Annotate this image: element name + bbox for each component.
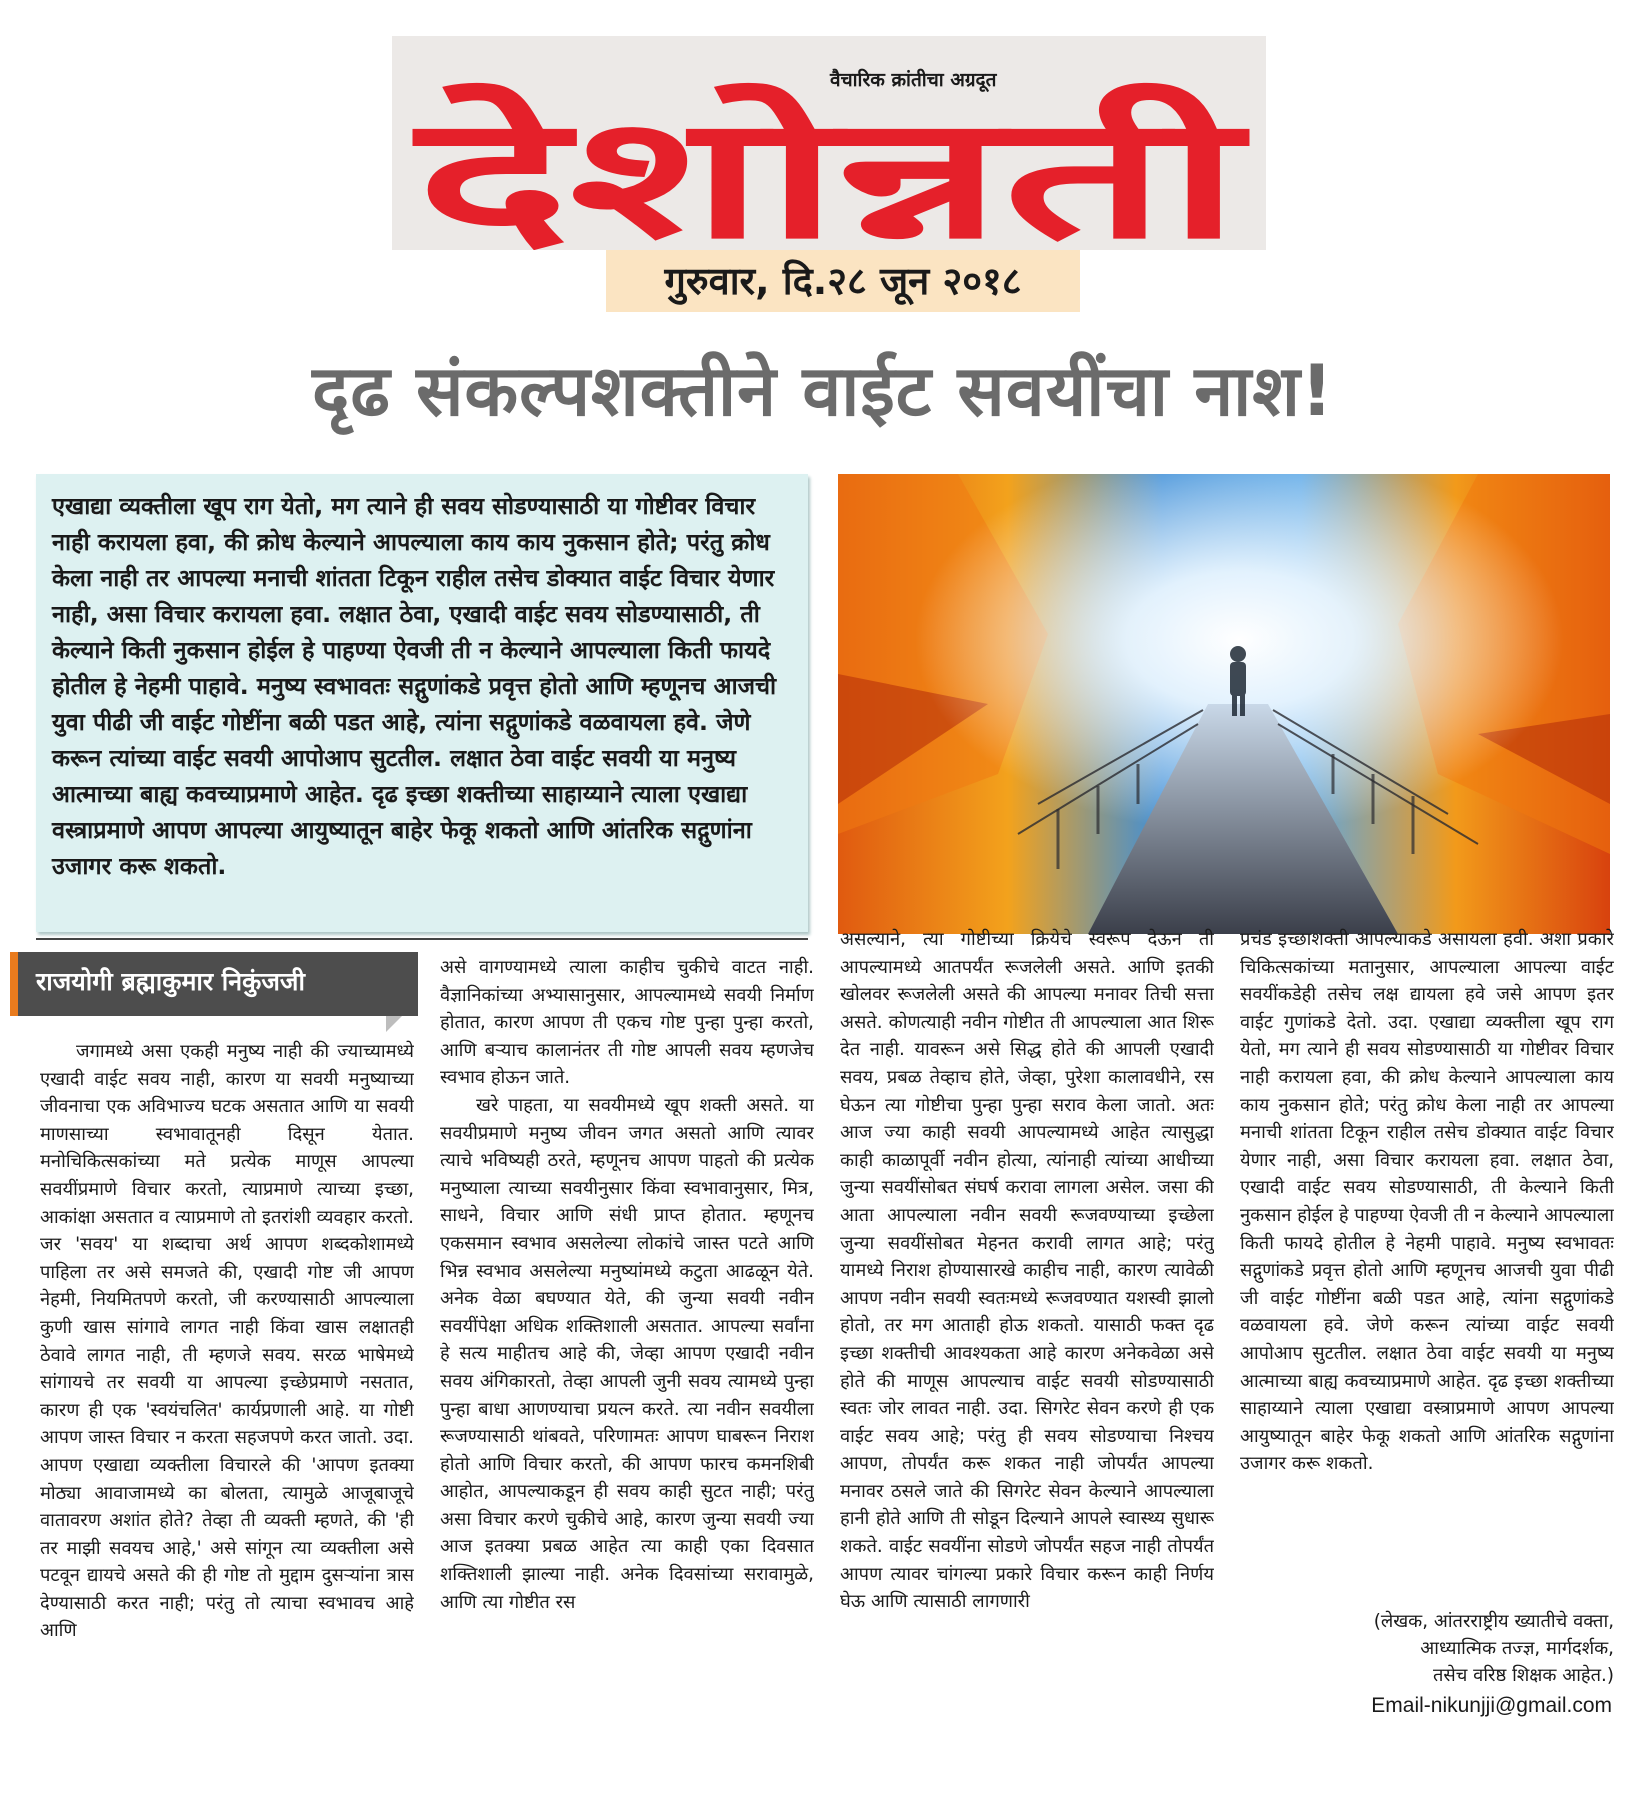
credentials-line: आध्यात्मिक तज्ज्ञ, मार्गदर्शक,: [1420, 1638, 1614, 1659]
body-paragraph: प्रचंड इच्छाशक्ती आपल्याकडे असायला हवी. अशा प्रकारे चिकित्सकांच्या मतानुसार, आपल्याला आपल्या वाईट सवयींकडेही तसेच लक्ष द्यायला हवे जसे आपण इतर वाईट गुणांकडे देतो. उदा. एखाद्या व्यक्तीला खूप राग येतो, मग त्याने ही सवय सोडण्यासाठी या गोष्टीवर विचार नाही करायला हवा, की क्रोध केल्याने आपल्याला काय काय नुकसान होते; परंतु क्रोध केला नाही तर आपल्या मनाची शांतता टिकून राहील तसेच डोक्यात वाईट विचार येणार नाही, असा विचार करायला हवा. लक्षात ठेवा, एखादी वाईट सवय सोडण्यासाठी, ती केल्याने किती नुकसान होईल हे पाहण्या ऐवजी ती न केल्याने आपल्याला किती फायदे होतील हे नेहमी पाहावे. मनुष्य स्वभावतः सद्गुणांकडे प्रवृत्त होतो आणि म्हणूनच आजची युवा पीढी जी वाईट गोष्टींना बळी पडत आहे, त्यांना सद्गुणांकडे वळवायला हवे. जेणे करून त्यांच्या वाईट सवयी आपोआप सुटतील. लक्षात ठेवा वाईट सवयी या मनुष्य आत्माच्या बाह्य कवच्याप्रमाणे आहेत. दृढ इच्छा शक्तीच्या साहाय्याने त्याला एखाद्या वस्त्राप्रमाणे आपण आपल्या आयुष्यातून बाहेर फेकू शकतो आणि आंतरिक सद्गुणांना उजागर करू शकतो.: [1240, 929, 1614, 1475]
body-paragraph: खरे पाहता, या सवयीमध्ये खूप शक्ती असते. या सवयीप्रमाणे मनुष्य जीवन जगत असतो आणि त्यावर त्याचे भविष्यही ठरते, म्हणूनच आपण पाहतो की प्रत्येक मनुष्याला त्याच्या सवयीनुसार किंवा स्वभावानुसार, मित्र, साधने, विचार आणि संधी प्राप्त होतात. म्हणूनच एकसमान स्वभाव असलेल्या लोकांचे जास्त पटते आणि भिन्न स्वभाव असलेल्या मनुष्यांमध्ये कटुता आढळून येते. अनेक वेळा बघण्यात येते, की जुन्या सवयी नवीन सवयींपेक्षा अधिक शक्तिशाली असतात. आपल्या सर्वांना हे सत्य माहीतच आहे की, जेव्हा आपण एखादी नवीन सवय अंगिकारतो, तेव्हा आपली जुनी सवय त्यामध्ये पुन्हा पुन्हा बाधा आणण्याचा प्रयत्न करते. त्या नवीन सवयीला रूजण्यासाठी थांबवते, परिणामतः आपण घाबरून निराश होतो आणि विचार करतो, की आपण फारच कमनशिबी आहोत, आपल्याकडून ही सवय काही सुटत नाही; परंतु असा विचार करणे चुकीचे आहे, कारण जुन्या सवयी ज्या आज इतक्या प्रबळ आहेत त्या काही एका दिवसात शक्तिशाली झाल्या नाही. अनेक दिवसांच्या सरावामुळे, आणि त्या गोष्टीत रस: [440, 1094, 814, 1613]
author-bar: [10, 952, 418, 1016]
article-column-4: [1240, 926, 1614, 1606]
article-headline: दृढ संकल्पशक्तीने वाईट सवयींचा नाश!: [312, 350, 1334, 432]
body-paragraph: जगामध्ये असा एकही मनुष्य नाही की ज्याच्यामध्ये एखादी वाईट सवय नाही, कारण या सवयी मनुष्याच्या जीवनाचा एक अविभाज्य घटक असतात आणि या सवयी माणसाच्या स्वभावातूनही दिसून येतात. मनोचिकित्सकांच्या मते प्रत्येक माणूस आपल्या सवयींप्रमाणे विचार करतो, त्याप्रमाणे त्याच्या इच्छा, आकांक्षा असतात व त्याप्रमाणे तो इतरांशी व्यवहार करतो. जर 'सवय' या शब्दाचा अर्थ आपण शब्दकोशामध्ये पाहिला तर असे समजते की, एखादी गोष्ट जी आपण नेहमी, नियमितपणे करतो, जी करण्यासाठी आपल्याला कुणी खास सांगावे लागत नाही किंवा खास लक्षातही ठेवावे लागत नाही, ती म्हणजे सवय. सरळ भाषेमध्ये सांगायचे तर सवयी या आपल्या इच्छेप्रमाणे नसतात, कारण ही एक 'स्वयंचलित' कार्यप्रणाली आहे. या गोष्टी आपण जास्त विचार न करता सहजपणे करत जातो. उदा. आपण एखाद्या व्यक्तीला विचारले की 'आपण इतक्या मोठ्या आवाजामध्ये का बोलता, त्यामुळे आजूबाजूचे वातावरण अशांत होते? तेव्हा ती व्यक्ती म्हणते, की 'ही तर माझी सवयच आहे,' असे सांगून त्या व्यक्तीला असे पटवून द्यायचे असते की ही गोष्ट तो मुद्दाम दुसऱ्यांना त्रास देण्यासाठी करत नाही; परंतु तो त्याचा स्वभावच आहे आणि: [40, 1041, 414, 1642]
author-name: राजयोगी ब्रह्माकुमार निकुंजजी: [36, 967, 305, 996]
author-credentials: [1240, 1608, 1614, 1689]
author-bar-shadow: [386, 1016, 402, 1032]
body-paragraph: असल्याने, त्या गोष्टीच्या क्रियेचे स्वरूप देऊन ती आपल्यामध्ये आतपर्यंत रूजलेली असते. आणि इतकी खोलवर रूजलेली असते की आपल्या मनावर तिची सत्ता असते. कोणत्याही नवीन गोष्टीत ती आपल्याला आत शिरू देत नाही. यावरून असे सिद्ध होते की आपली एखादी सवय, प्रबळ तेव्हाच होते, जेव्हा, पुरेशा कालावधीने, रस घेऊन त्या गोष्टीचा पुन्हा पुन्हा सराव केला जातो. अतः आज ज्या काही सवयी आपल्यामध्ये आहेत त्यासुद्धा काही काळापूर्वी नवीन होत्या, त्यांनाही त्यांच्या आधीच्या जुन्या सवयींसोबत संघर्ष करावा लागला असेल. जसा की आता आपल्याला नवीन सवयी रूजवण्याच्या इच्छेला जुन्या सवयींसोबत मेहनत करावी लागत आहे; परंतु यामध्ये निराश होण्यासारखे काहीच नाही, कारण त्यावेळी आपण नवीन सवयी स्वतःमध्ये रूजवण्यात यशस्वी झालो होतो, तर मग आताही होऊ शकतो. यासाठी फक्त दृढ इच्छा शक्तीची आवश्यकता आहे कारण अनेकवेळा असे होते की माणूस आपल्याच वाईट सवयी सोडण्यासाठी स्वतः जोर लावत नाही. उदा. सिगरेट सेवन करणे ही एक वाईट सवय आहे; परंतु ही सवय सोडण्याचा निश्चय आपण, तोपर्यंत करू शकत नाही जोपर्यंत आपल्या मनावर ठसले जाते की सिगरेट सेवन केल्याने आपल्याला हानी होते आणि ती सोडून दिल्याने आपले स्वास्थ्य सुधारू शकते. वाईट सवयींना सोडणे जोपर्यंत सहज नाही तोपर्यंत आपण त्यावर चांगल्या प्रकारे विचार करून काही निर्णय घेऊ आणि त्यासाठी लागणारी: [840, 929, 1214, 1613]
newspaper-logo: [392, 36, 1266, 250]
body-paragraph: असे वागण्यामध्ये त्याला काहीच चुकीचे वाटत नाही. वैज्ञानिकांच्या अभ्यासानुसार, आपल्यामध्ये सवयी निर्माण होतात, कारण आपण ती एकच गोष्ट पुन्हा पुन्हा करतो, आणि बऱ्याच कालानंतर ती गोष्ट आपली सवय म्हणजेच स्वभाव होऊन जाते.: [440, 957, 814, 1089]
credentials-line: (लेखक, आंतरराष्ट्रीय ख्यातीचे वक्ता,: [1373, 1611, 1614, 1632]
summary-box: [36, 474, 808, 932]
issue-date: गुरुवार, दि.२८ जून २०१८: [606, 250, 1080, 312]
author-email: Email-nikunjji@gmail.com: [1371, 1694, 1612, 1717]
masthead-tagline: वैचारिक क्रांतीचा अग्रदूत: [830, 69, 997, 91]
summary-text: एखाद्या व्यक्तीला खूप राग येतो, मग त्याने ही सवय सोडण्यासाठी या गोष्टीवर विचार नाही करायला हवा, की क्रोध केल्याने आपल्याला काय काय नुकसान होते; परंतु क्रोध केला नाही तर आपल्या मनाची शांतता टिकून राहील तसेच डोक्यात वाईट विचार येणार नाही, असा विचार करायला हवा. लक्षात ठेवा, एखादी वाईट सवय सोडण्यासाठी, ती केल्याने किती नुकसान होईल हे पाहण्या ऐवजी ती न केल्याने आपल्याला किती फायदे होतील हे नेहमी पाहावे. मनुष्य स्वभावतः सद्गुणांकडे प्रवृत्त होतो आणि म्हणूनच आजची युवा पीढी जी वाईट गोष्टींना बळी पडत आहे, त्यांना सद्गुणांकडे वळवायला हवे. जेणे करून त्यांच्या वाईट सवयी आपोआप सुटतील. लक्षात ठेवा वाईट सवयी या मनुष्य आत्माच्या बाह्य कवच्याप्रमाणे आहेत. दृढ इच्छा शक्तीच्या साहाय्याने त्याला एखाद्या वस्त्राप्रमाणे आपण आपल्या आयुष्यातून बाहेर फेकू शकतो आणि आंतरिक सद्गुणांना उजागर करू शकतो.: [52, 492, 777, 880]
svg-text:देशोन्नती: देशोन्नती: [411, 80, 1251, 250]
masthead: [392, 36, 1266, 250]
article-illustration: [838, 474, 1610, 934]
article-column-2: [440, 954, 814, 1790]
article-column-1: [40, 1038, 414, 1790]
bridge-to-light-image: [838, 474, 1610, 934]
divider: [36, 938, 808, 940]
article-column-3: [840, 926, 1214, 1790]
credentials-line: तसेच वरिष्ठ शिक्षक आहेत.): [1432, 1665, 1614, 1686]
